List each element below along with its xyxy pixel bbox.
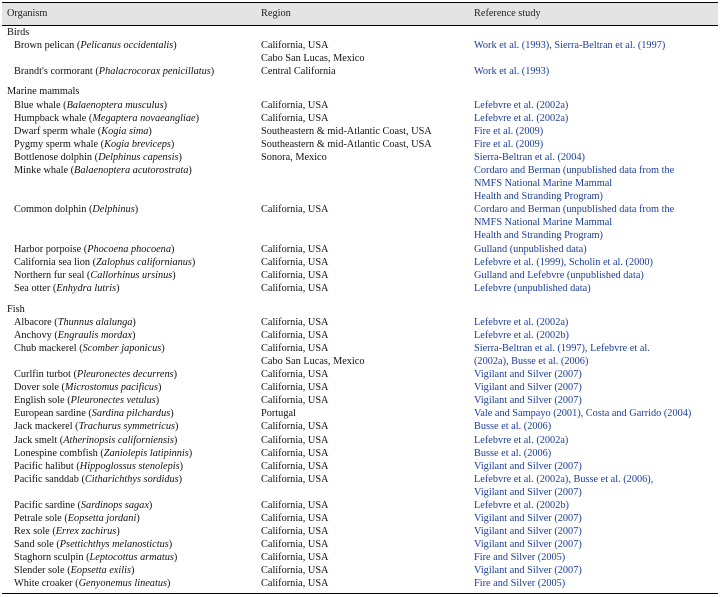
reference-lonespine-combfish[interactable]: Busse et al. (2006) xyxy=(474,448,552,459)
organism-dover-sole: Dover sole (Microstomus pacificus) xyxy=(14,382,162,393)
region-jack-smelt: California, USA xyxy=(261,435,329,446)
organism-brown-pelican: Brown pelican (Pelicanus occidentalis) xyxy=(14,40,177,51)
organism-chub-mackerel: Chub mackerel (Scomber japonicus) xyxy=(14,343,165,354)
reference-california-sea-lion[interactable]: Lefebvre et al. (1999), Scholin et al. (2000) xyxy=(474,257,653,268)
reference-jack-smelt[interactable]: Lefebvre et al. (2002a) xyxy=(474,435,569,446)
reference-brandts-cormorant[interactable]: Work et al. (1993) xyxy=(474,66,550,77)
region-rex-sole: California, USA xyxy=(261,526,329,537)
organism-dwarf-sperm-whale: Dwarf sperm whale (Kogia sima) xyxy=(14,126,152,137)
region-sea-otter: California, USA xyxy=(261,283,329,294)
reference-pacific-sanddab-1[interactable]: Lefebvre et al. (2002a), Busse et al. (2006), xyxy=(474,474,654,485)
organism-white-croaker: White croaker (Genyonemus lineatus) xyxy=(14,578,171,589)
header-region: Region xyxy=(261,8,291,19)
organism-albacore: Albacore (Thunnus alalunga) xyxy=(14,317,136,328)
organism-anchovy: Anchovy (Engraulis mordax) xyxy=(14,330,136,341)
section-fish: Fish xyxy=(7,304,25,315)
reference-petrale-sole[interactable]: Vigilant and Silver (2007) xyxy=(474,513,582,524)
region-staghorn-sculpin: California, USA xyxy=(261,552,329,563)
organism-sand-sole: Sand sole (Psettichthys melanostictus) xyxy=(14,539,173,550)
section-birds: Birds xyxy=(7,27,30,38)
region-bottlenose-dolphin: Sonora, Mexico xyxy=(261,152,327,163)
reference-rex-sole[interactable]: Vigilant and Silver (2007) xyxy=(474,526,582,537)
organism-minke-whale: Minke whale (Balaenoptera acutorostrata) xyxy=(14,165,192,176)
region-northern-fur-seal: California, USA xyxy=(261,270,329,281)
organism-slender-sole: Slender sole (Eopsetta exilis) xyxy=(14,565,135,576)
organism-humpback-whale: Humpback whale (Megaptera novaeangliae) xyxy=(14,113,200,124)
organism-pacific-sardine: Pacific sardine (Sardinops sagax) xyxy=(14,500,153,511)
organism-european-sardine: European sardine (Sardina pilchardus) xyxy=(14,408,174,419)
region-harbor-porpoise: California, USA xyxy=(261,244,329,255)
organism-bottlenose-dolphin: Bottlenose dolphin (Delphinus capensis) xyxy=(14,152,182,163)
top-rule xyxy=(2,2,718,3)
reference-european-sardine[interactable]: Vale and Sampayo (2001), Costa and Garrido (2004) xyxy=(474,408,692,419)
reference-pacific-halibut[interactable]: Vigilant and Silver (2007) xyxy=(474,461,582,472)
organism-northern-fur-seal: Northern fur seal (Callorhinus ursinus) xyxy=(14,270,176,281)
reference-dwarf-sperm-whale[interactable]: Fire et al. (2009) xyxy=(474,126,544,137)
section-marine-mammals: Marine mammals xyxy=(7,86,80,97)
region-blue-whale: California, USA xyxy=(261,100,329,111)
organism-harbor-porpoise: Harbor porpoise (Phocoena phocoena) xyxy=(14,244,175,255)
table-header-background xyxy=(2,2,718,25)
reference-northern-fur-seal[interactable]: Gulland and Lefebvre (unpublished data) xyxy=(474,270,644,281)
organism-common-dolphin: Common dolphin (Delphinus) xyxy=(14,204,139,215)
region-english-sole: California, USA xyxy=(261,395,329,406)
bottom-rule xyxy=(2,593,718,594)
region-chub-mackerel-2: Cabo San Lucas, Mexico xyxy=(261,356,365,367)
region-albacore: California, USA xyxy=(261,317,329,328)
reference-bottlenose-dolphin[interactable]: Sierra-Beltran et al. (2004) xyxy=(474,152,585,163)
header-organism: Organism xyxy=(7,8,48,19)
region-lonespine-combfish: California, USA xyxy=(261,448,329,459)
region-humpback-whale: California, USA xyxy=(261,113,329,124)
header-reference-study: Reference study xyxy=(474,8,541,19)
organism-petrale-sole: Petrale sole (Eopsetta jordani) xyxy=(14,513,140,524)
reference-jack-mackerel[interactable]: Busse et al. (2006) xyxy=(474,421,552,432)
reference-chub-mackerel-1[interactable]: Sierra-Beltran et al. (1997), Lefebvre et al. xyxy=(474,343,650,354)
reference-minke-whale-3[interactable]: Health and Stranding Program) xyxy=(474,191,603,202)
region-common-dolphin: California, USA xyxy=(261,204,329,215)
region-pacific-halibut: California, USA xyxy=(261,461,329,472)
region-white-croaker: California, USA xyxy=(261,578,329,589)
region-california-sea-lion: California, USA xyxy=(261,257,329,268)
organism-staghorn-sculpin: Staghorn sculpin (Leptocottus armatus) xyxy=(14,552,178,563)
reference-pacific-sanddab-2[interactable]: Vigilant and Silver (2007) xyxy=(474,487,582,498)
header-rule xyxy=(2,25,718,26)
region-sand-sole: California, USA xyxy=(261,539,329,550)
organism-blue-whale: Blue whale (Balaenoptera musculus) xyxy=(14,100,168,111)
reference-pygmy-sperm-whale[interactable]: Fire et al. (2009) xyxy=(474,139,544,150)
region-pacific-sanddab: California, USA xyxy=(261,474,329,485)
organism-california-sea-lion: California sea lion (Zalophus californianus) xyxy=(14,257,196,268)
reference-common-dolphin-1[interactable]: Cordaro and Berman (unpublished data from the xyxy=(474,204,675,215)
reference-pacific-sardine[interactable]: Lefebvre et al. (2002b) xyxy=(474,500,569,511)
reference-albacore[interactable]: Lefebvre et al. (2002a) xyxy=(474,317,569,328)
organism-sea-otter: Sea otter (Enhydra lutris) xyxy=(14,283,120,294)
region-dover-sole: California, USA xyxy=(261,382,329,393)
region-pygmy-sperm-whale: Southeastern & mid-Atlantic Coast, USA xyxy=(261,139,432,150)
region-pacific-sardine: California, USA xyxy=(261,500,329,511)
organism-rex-sole: Rex sole (Errex zachirus) xyxy=(14,526,120,537)
region-brandts-cormorant: Central California xyxy=(261,66,336,77)
reference-common-dolphin-3[interactable]: Health and Stranding Program) xyxy=(474,230,603,241)
reference-brown-pelican[interactable]: Work et al. (1993), Sierra-Beltran et al. (1997) xyxy=(474,40,666,51)
region-brown-pelican-1: California, USA xyxy=(261,40,329,51)
organism-curlfin-turbot: Curlfin turbot (Pleuronectes decurrens) xyxy=(14,369,178,380)
reference-chub-mackerel-2[interactable]: (2002a), Busse et al. (2006) xyxy=(474,356,589,367)
reference-slender-sole[interactable]: Vigilant and Silver (2007) xyxy=(474,565,582,576)
organism-pacific-sanddab: Pacific sanddab (Citharichthys sordidus) xyxy=(14,474,183,485)
reference-white-croaker[interactable]: Fire and Silver (2005) xyxy=(474,578,566,589)
organism-lonespine-combfish: Lonespine combfish (Zaniolepis latipinnis) xyxy=(14,448,193,459)
region-brown-pelican-2: Cabo San Lucas, Mexico xyxy=(261,53,365,64)
reference-dover-sole[interactable]: Vigilant and Silver (2007) xyxy=(474,382,582,393)
region-slender-sole: California, USA xyxy=(261,565,329,576)
reference-minke-whale-2[interactable]: NMFS National Marine Mammal xyxy=(474,178,613,189)
region-european-sardine: Portugal xyxy=(261,408,296,419)
organism-jack-mackerel: Jack mackerel (Trachurus symmetricus) xyxy=(14,421,179,432)
reference-common-dolphin-2[interactable]: NMFS National Marine Mammal xyxy=(474,217,613,228)
organism-pacific-halibut: Pacific halibut (Hippoglossus stenolepis) xyxy=(14,461,184,472)
reference-blue-whale[interactable]: Lefebvre et al. (2002a) xyxy=(474,100,569,111)
organism-brandts-cormorant: Brandt's cormorant (Phalacrocorax penicillatus) xyxy=(14,66,215,77)
region-chub-mackerel-1: California, USA xyxy=(261,343,329,354)
reference-sea-otter[interactable]: Lefebvre (unpublished data) xyxy=(474,283,591,294)
reference-staghorn-sculpin[interactable]: Fire and Silver (2005) xyxy=(474,552,566,563)
region-petrale-sole: California, USA xyxy=(261,513,329,524)
reference-harbor-porpoise[interactable]: Gulland (unpublished data) xyxy=(474,244,587,255)
region-curlfin-turbot: California, USA xyxy=(261,369,329,380)
region-jack-mackerel: California, USA xyxy=(261,421,329,432)
region-anchovy: California, USA xyxy=(261,330,329,341)
region-dwarf-sperm-whale: Southeastern & mid-Atlantic Coast, USA xyxy=(261,126,432,137)
reference-minke-whale-1[interactable]: Cordaro and Berman (unpublished data from the xyxy=(474,165,675,176)
reference-sand-sole[interactable]: Vigilant and Silver (2007) xyxy=(474,539,582,550)
reference-english-sole[interactable]: Vigilant and Silver (2007) xyxy=(474,395,582,406)
organism-english-sole: English sole (Pleuronectes vetulus) xyxy=(14,395,160,406)
organism-pygmy-sperm-whale: Pygmy sperm whale (Kogia breviceps) xyxy=(14,139,175,150)
organism-jack-smelt: Jack smelt (Atherinopsis californiensis) xyxy=(14,435,178,446)
reference-humpback-whale[interactable]: Lefebvre et al. (2002a) xyxy=(474,113,569,124)
reference-curlfin-turbot[interactable]: Vigilant and Silver (2007) xyxy=(474,369,582,380)
reference-anchovy[interactable]: Lefebvre et al. (2002b) xyxy=(474,330,569,341)
